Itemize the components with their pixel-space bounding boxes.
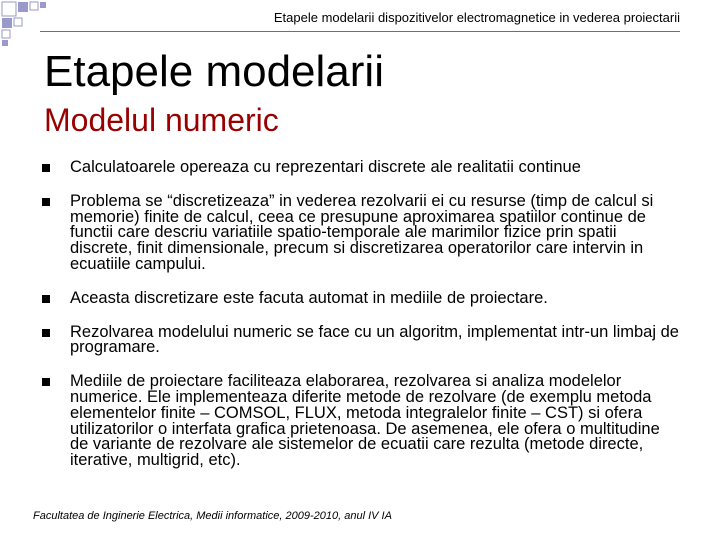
- footer-text: Facultatea de Inginerie Electrica, Medii informatice, 2009-2010, anul IV IA: [33, 510, 392, 522]
- bullet-text: Mediile de proiectare faciliteaza elaborarea, rezolvarea si analiza modelelor numerice. Ele implementeaza diferite metode de rezolvare (de exemplu metoda elementelor finite – COMSOL, FLUX, metoda integralelor finite – CST) si ofera utilizatorilor o interfata grafica prietenoasa. De asemenea, ele ofera o multitudine de variante de rezolvare ale sistemelor de ecuatii care rezulta (metode directe, iterative, multigrid, etc).: [70, 372, 660, 470]
- bullet-item: [36, 288, 682, 307]
- bullet-item: [36, 322, 682, 357]
- bullet-list: [36, 160, 682, 487]
- slide-title: Etapele modelarii: [44, 47, 384, 96]
- bullet-text: Problema se “discretizeaza” in vederea rezolvarii ei cu resurse (timp de calcul si memorie) finite de calcul, ceea ce presupune aproximarea spatiilor continue de functii care descriu variatiile spatio-temporale ale marimilor fizice prin spatii discrete, finit dimensionale, precum si discretizarea operatorilor care intervin in ecuatiile campului.: [70, 191, 654, 273]
- square-bullet-icon: [42, 164, 50, 172]
- bullet-text: Calculatoarele opereaza cu reprezentari discrete ale realitatii continue: [70, 158, 581, 176]
- bullet-text: Rezolvarea modelului numeric se face cu un algoritm, implementat intr-un limbaj de programare.: [70, 322, 679, 357]
- square-bullet-icon: [42, 378, 50, 386]
- header-title: Etapele modelarii dispozitivelor electromagnetice in vederea proiectarii: [273, 10, 680, 25]
- bullet-item: [36, 374, 682, 469]
- square-bullet-icon: [42, 198, 50, 206]
- bullet-item: [36, 191, 682, 273]
- header-divider: [40, 31, 680, 32]
- bullet-item: [36, 160, 682, 176]
- square-bullet-icon: [42, 329, 50, 337]
- square-bullet-icon: [42, 295, 50, 303]
- bullet-text: Aceasta discretizare este facuta automat in mediile de proiectare.: [70, 288, 548, 307]
- slide-subtitle: Modelul numeric: [44, 102, 279, 138]
